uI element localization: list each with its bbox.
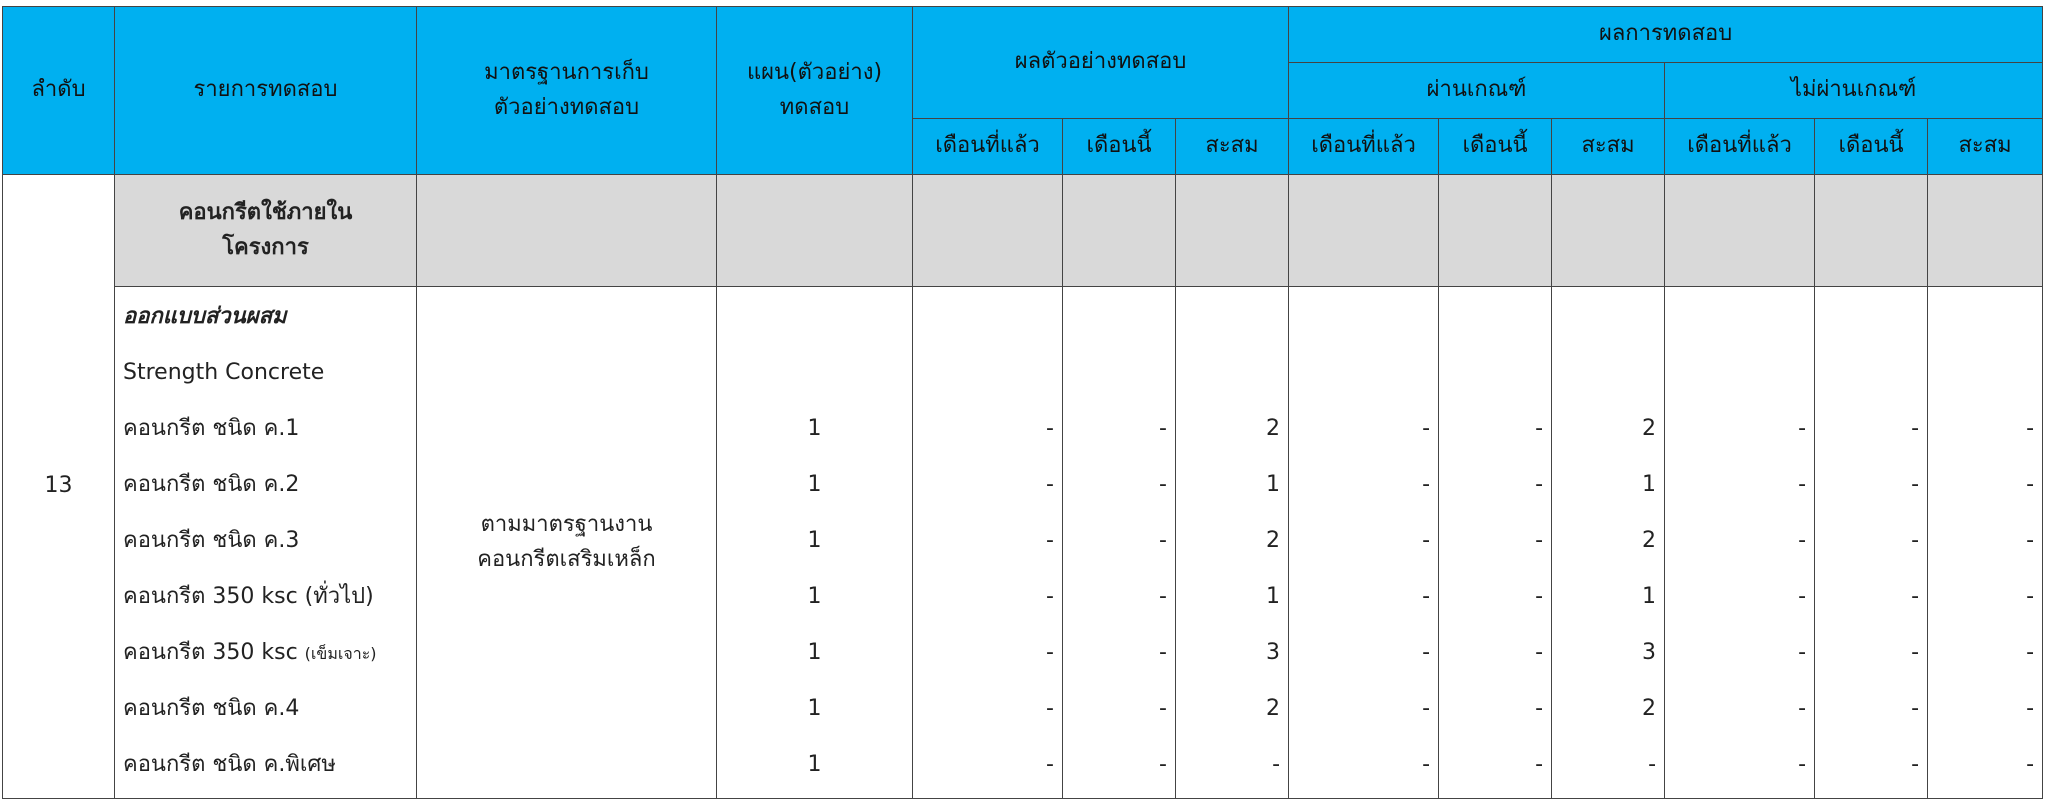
header-item: รายการทดสอบ [115, 7, 417, 175]
subhead-mix-design: ออกแบบส่วนผสม [123, 304, 287, 329]
header-samples-this-month: เดือนนี้ [1063, 119, 1176, 175]
standard-cell: ตามมาตรฐานงาน คอนกรีตเสริมเหล็ก [417, 287, 717, 799]
list-item: คอนกรีต ชนิด ค.พิเศษ [123, 752, 336, 777]
test-results-table [2, 6, 2043, 799]
samples-cumulative-column: 2 1 2 1 3 2 - [1176, 287, 1289, 799]
header-samples-cumulative: สะสม [1176, 119, 1289, 175]
section-title: คอนกรีตใช้ภายใน โครงการ [115, 175, 417, 287]
plan-column: 1 1 1 1 1 1 1 [717, 287, 913, 799]
test-items-list [115, 287, 417, 799]
list-item: คอนกรีต ชนิด ค.2 [123, 472, 300, 497]
pass-cumulative-column: 2 1 2 1 3 2 - [1552, 287, 1665, 799]
pass-this-month-column: - - - - - - - [1439, 287, 1552, 799]
header-fail-last-month: เดือนที่แล้ว [1665, 119, 1815, 175]
header-fail-cumulative: สะสม [1928, 119, 2043, 175]
fail-this-month-column: - - - - - - - [1815, 287, 1928, 799]
header-pass-cumulative: สะสม [1552, 119, 1665, 175]
list-item: คอนกรีต 350 ksc (เข็มเจาะ) [123, 640, 377, 665]
header-fail: ไม่ผ่านเกณฑ์ [1665, 63, 2043, 119]
header-pass-this-month: เดือนนี้ [1439, 119, 1552, 175]
list-item: คอนกรีต ชนิด ค.4 [123, 696, 300, 721]
header-results: ผลการทดสอบ [1289, 7, 2043, 63]
list-item: คอนกรีต 350 ksc (ทั่วไป) [123, 584, 374, 609]
subhead-strength-concrete: Strength Concrete [123, 360, 325, 385]
pass-last-month-column: - - - - - - - [1289, 287, 1439, 799]
samples-last-month-column: - - - - - - - [913, 287, 1063, 799]
header-pass-last-month: เดือนที่แล้ว [1289, 119, 1439, 175]
header-fail-this-month: เดือนนี้ [1815, 119, 1928, 175]
header-standard: มาตรฐานการเก็บ ตัวอย่างทดสอบ [417, 7, 717, 175]
fail-cumulative-column: - - - - - - - [1928, 287, 2043, 799]
list-item: คอนกรีต ชนิด ค.1 [123, 416, 300, 441]
header-plan: แผน(ตัวอย่าง) ทดสอบ [717, 7, 913, 175]
fail-last-month-column: - - - - - - - [1665, 287, 1815, 799]
header-samples: ผลตัวอย่างทดสอบ [913, 7, 1289, 119]
header-order: ลำดับ [3, 7, 115, 175]
header-samples-last-month: เดือนที่แล้ว [913, 119, 1063, 175]
list-item: คอนกรีต ชนิด ค.3 [123, 528, 300, 553]
row-order: 13 [3, 175, 115, 799]
header-pass: ผ่านเกณฑ์ [1289, 63, 1665, 119]
samples-this-month-column: - - - - - - - [1063, 287, 1176, 799]
